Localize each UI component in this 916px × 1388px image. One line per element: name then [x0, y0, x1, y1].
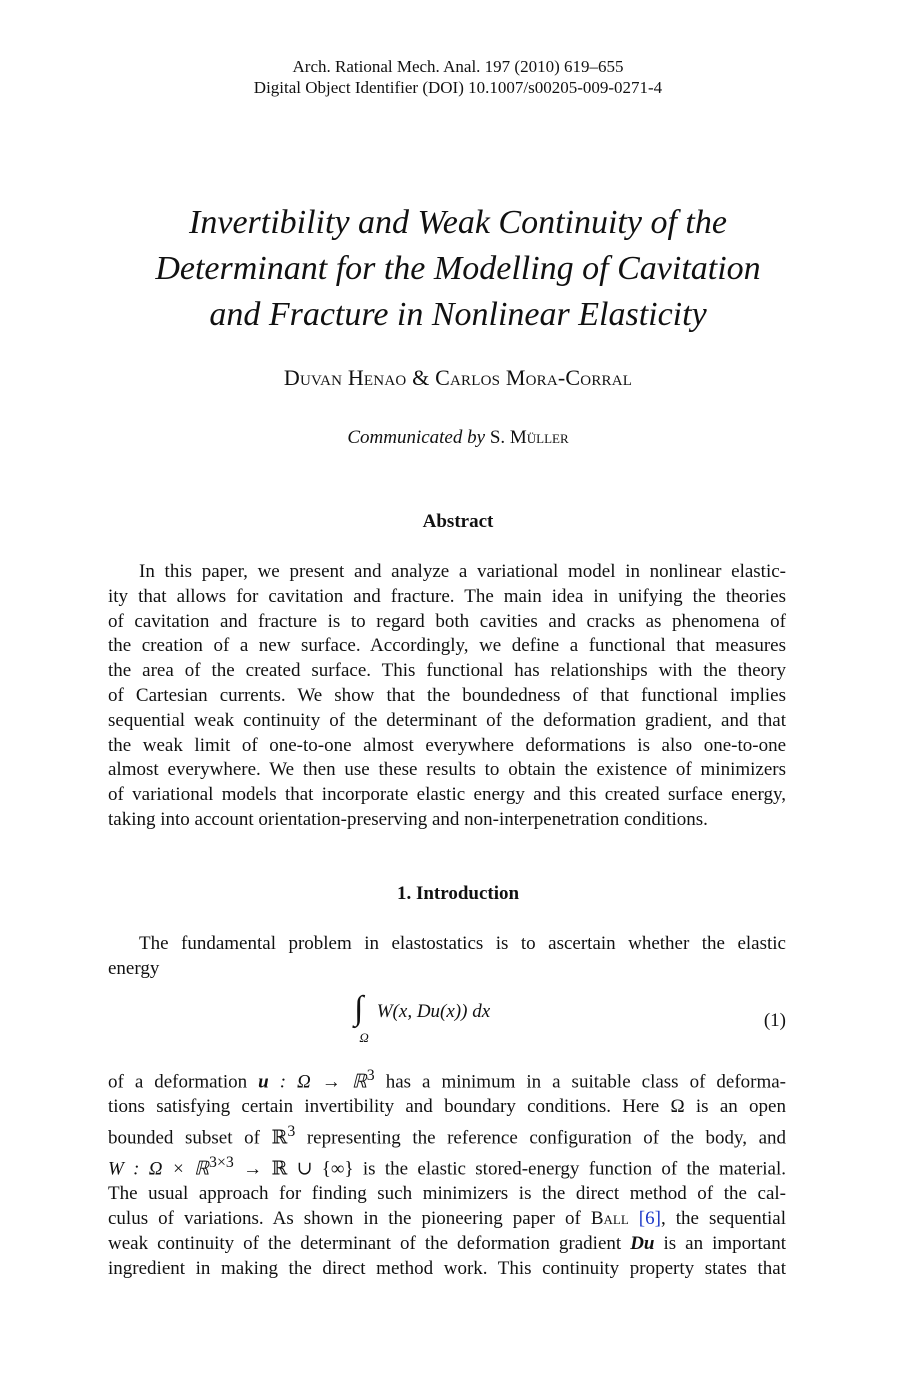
symbol-du: Du: [630, 1232, 655, 1254]
abstract-line: of variational models that incorporate elastic energy and this created surface energy,: [108, 784, 786, 806]
title-line-3: and Fracture in Nonlinear Elasticity: [209, 296, 707, 333]
superscript: 3×3: [209, 1154, 234, 1172]
intro-line-2: energy: [108, 957, 160, 979]
abstract-line: taking into account orientation-preserving and non-interpenetration conditions.: [108, 808, 708, 830]
integral-sign: ∫: [354, 990, 364, 1027]
cited-author: Ball: [590, 1207, 629, 1229]
symbol-u: u: [258, 1071, 269, 1093]
abstract-line: ity that allows for cavitation and fracture. The main idea in unifying the theories: [108, 585, 786, 607]
communicated-by: [0, 426, 916, 450]
abstract-heading: Abstract: [422, 511, 494, 532]
equation-1: [108, 990, 786, 1050]
intro-paragraph-1: [108, 932, 786, 982]
communicated-prefix: Communicated by: [347, 427, 486, 448]
communicating-editor: S. Müller: [489, 427, 569, 448]
intro-p2-line-1: [108, 1064, 786, 1095]
abstract-line: of Cartesian currents. We show that the boundedness of that functional implies: [108, 684, 786, 706]
intro-p2-line-8: ingredient in making the direct method work. This continuity property states that: [108, 1257, 786, 1279]
superscript: 3: [287, 1122, 296, 1140]
text-fragment: of a deformation: [108, 1071, 248, 1093]
intro-line-1: The fundamental problem in elastostatics is to ascertain whether the elastic: [139, 933, 786, 954]
equation-number: (1): [763, 1010, 786, 1031]
map-expression: : Ω → ℝ: [279, 1071, 367, 1093]
text-fragment: is an important: [663, 1232, 787, 1254]
text-fragment: bounded subset of ℝ: [108, 1127, 288, 1149]
introduction-heading: 1. Introduction: [396, 883, 520, 904]
abstract-line: the area of the created surface. This functional has relationships with the theory: [108, 660, 786, 682]
title-line-1: Invertibility and Weak Continuity of the: [189, 204, 727, 241]
integral-domain: Ω: [359, 1030, 369, 1045]
abstract-line: the creation of a new surface. Accordingly, we define a functional that measures: [108, 635, 786, 657]
text-fragment: representing the reference configuration of the body, and: [306, 1127, 787, 1149]
text-fragment: culus of variations. As shown in the pioneering paper of: [108, 1207, 581, 1229]
abstract-line: almost everywhere. We then use these results to obtain the existence of minimizers: [108, 759, 786, 781]
text-fragment: , the sequential: [660, 1207, 786, 1229]
abstract-line: sequential weak continuity of the determinant of the deformation gradient, and that: [108, 709, 786, 731]
abstract-line: of cavitation and fracture is to regard both cavities and cracks as phenomena of: [108, 610, 786, 632]
authors: Duvan Henao & Carlos Mora-Corral: [283, 365, 633, 390]
abstract-line: the weak limit of one-to-one almost everywhere deformations is also one-to-one: [108, 734, 786, 756]
intro-p2-line-6: [108, 1207, 786, 1232]
map-expression: W : Ω × ℝ: [108, 1158, 210, 1180]
superscript: 3: [366, 1067, 375, 1084]
integrand-expression: W(x, Du(x)) dx: [376, 1001, 491, 1022]
text-fragment: → ℝ ∪ {∞} is the elastic stored-energy function of the material.: [243, 1158, 787, 1180]
text-fragment: weak continuity of the determinant of the deformation gradient: [108, 1232, 622, 1254]
abstract-line: In this paper, we present and analyze a variational model in nonlinear elastic-: [139, 561, 786, 582]
intro-p2-line-4: [108, 1151, 786, 1182]
integrand: [377, 1000, 490, 1024]
journal-citation: Arch. Rational Mech. Anal. 197 (2010) 619–655: [292, 57, 624, 76]
journal-header: [0, 56, 916, 98]
intro-p2-line-7: [108, 1232, 786, 1257]
intro-p2-line-2: tions satisfying certain invertibility and boundary conditions. Here Ω is an open: [108, 1096, 786, 1118]
citation-link[interactable]: [6]: [638, 1207, 661, 1229]
abstract-body: [108, 560, 786, 833]
intro-p2-line-3: [108, 1120, 786, 1151]
equation-body: [354, 990, 491, 1045]
paper-title: [100, 200, 816, 338]
intro-p2-line-5: The usual approach for finding such minimizers is the direct method of the cal-: [108, 1183, 786, 1205]
doi-line: Digital Object Identifier (DOI) 10.1007/s00205-009-0271-4: [253, 78, 663, 97]
title-line-2: Determinant for the Modelling of Cavitation: [155, 250, 761, 287]
intro-paragraph-2: [108, 1064, 786, 1281]
text-fragment: has a minimum in a suitable class of deforma-: [385, 1071, 787, 1093]
